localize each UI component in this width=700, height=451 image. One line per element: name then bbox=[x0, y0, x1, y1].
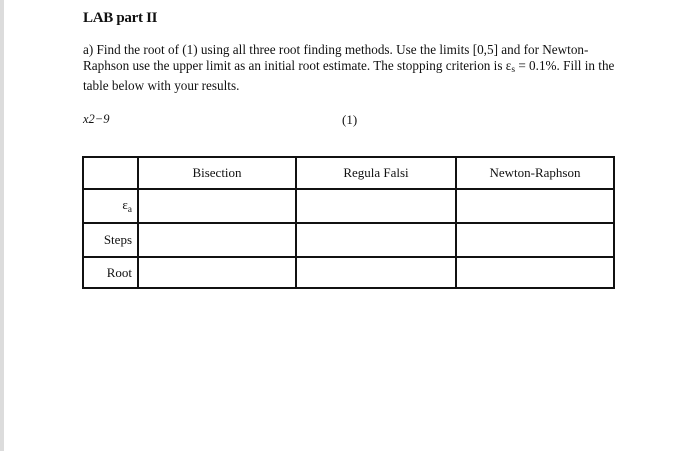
cell-error-bisection[interactable] bbox=[138, 189, 296, 223]
results-table bbox=[82, 156, 615, 289]
cell-steps-newton-raphson[interactable] bbox=[456, 223, 614, 257]
stopping-criterion-subscript: s bbox=[511, 65, 516, 75]
header-bisection: Bisection bbox=[138, 157, 296, 189]
cell-steps-regula-falsi[interactable] bbox=[296, 223, 456, 257]
table-header-row bbox=[83, 157, 614, 189]
header-newton-raphson: Newton-Raphson bbox=[456, 157, 614, 189]
error-subscript: a bbox=[127, 205, 132, 215]
instruction-text-2: = 0.1%. Fill in the table below with your results. bbox=[83, 58, 615, 93]
cell-error-newton-raphson[interactable] bbox=[456, 189, 614, 223]
table-row-steps bbox=[83, 223, 614, 257]
equation-expression: x2−9 bbox=[83, 112, 110, 126]
row-label-steps: Steps bbox=[83, 223, 138, 257]
cell-root-regula-falsi[interactable] bbox=[296, 257, 456, 288]
equation-number: (1) bbox=[342, 112, 358, 127]
table-row-root bbox=[83, 257, 614, 288]
table-row-error bbox=[83, 189, 614, 223]
row-label-error bbox=[83, 189, 138, 223]
instruction-text-1: a) Find the root of (1) using all three root finding methods. Use the limits [0,5] and for Newton-Raphson use the upper limit as an initial root estimate. The stopping criterion is ε bbox=[83, 42, 589, 73]
error-symbol: ε bbox=[122, 197, 128, 212]
row-label-root: Root bbox=[83, 257, 138, 288]
lab-heading: LAB part II bbox=[83, 10, 158, 26]
left-margin-rule bbox=[0, 0, 4, 451]
cell-error-regula-falsi[interactable] bbox=[296, 189, 456, 223]
cell-root-bisection[interactable] bbox=[138, 257, 296, 288]
header-regula-falsi: Regula Falsi bbox=[296, 157, 456, 189]
cell-steps-bisection[interactable] bbox=[138, 223, 296, 257]
cell-root-newton-raphson[interactable] bbox=[456, 257, 614, 288]
instruction-paragraph bbox=[83, 42, 623, 94]
header-corner-cell bbox=[83, 157, 138, 189]
